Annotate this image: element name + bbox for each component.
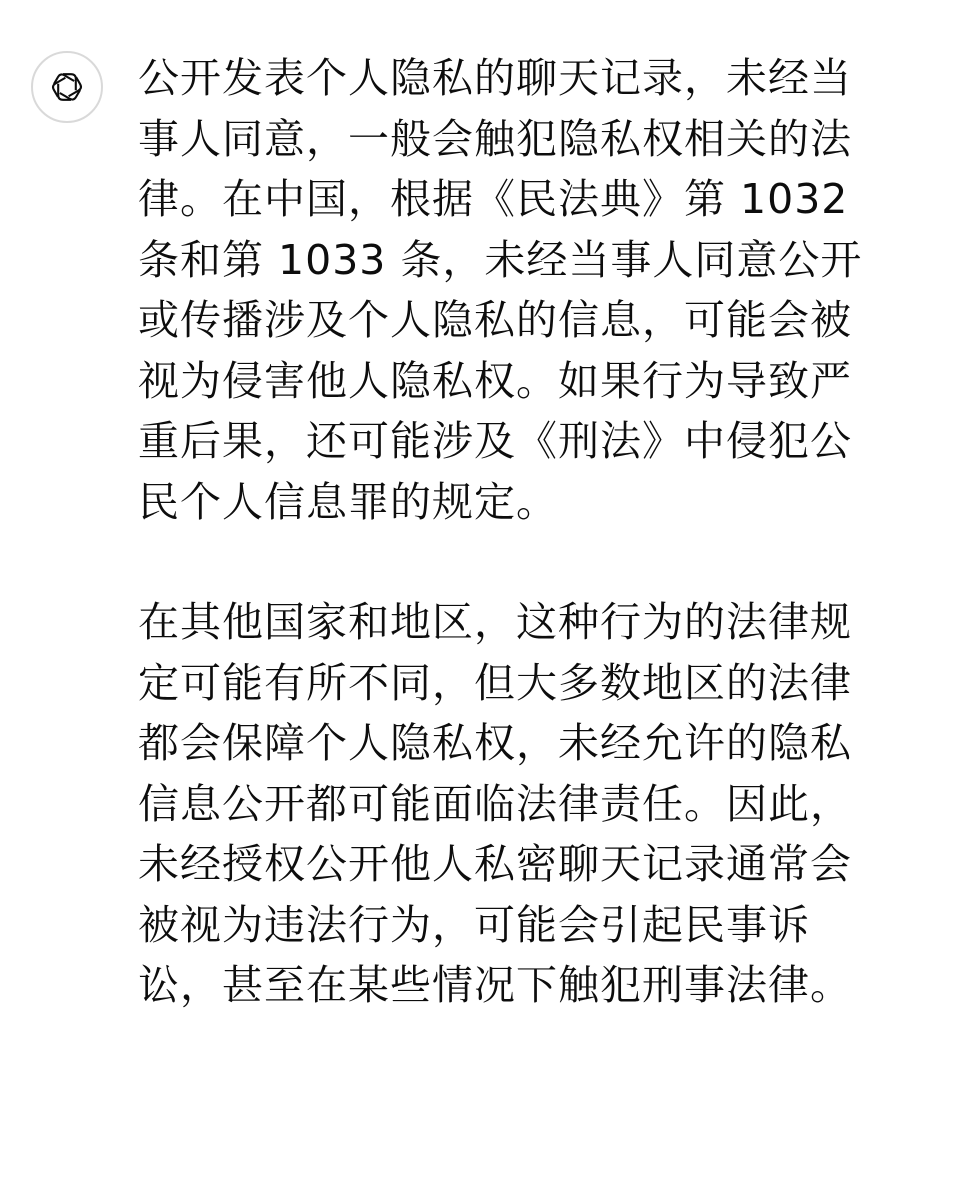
message-content: [138, 48, 868, 1016]
message-paragraph-2: 在其他国家和地区，这种行为的法律规定可能有所不同，但大多数地区的法律都会保障个人隐私权，未经允许的隐私信息公开都可能面临法律责任。因此，未经授权公开他人私密聊天记录通常会被视为违法行为，可能会引起民事诉讼，甚至在某些情况下触犯刑事法律。: [138, 598, 852, 1009]
avatar: [31, 51, 103, 123]
message-paragraph-1: 公开发表个人隐私的聊天记录，未经当事人同意，一般会触犯隐私权相关的法律。在中国，根据《民法典》第 1032 条和第 1033 条，未经当事人同意公开或传播涉及个人隐私的信息，可能会被视为侵害他人隐私权。如果行为导致严重后果，还可能涉及《刑法》中侵犯公民个人信息罪的规定。: [138, 54, 863, 526]
openai-logo-icon: [47, 67, 87, 107]
